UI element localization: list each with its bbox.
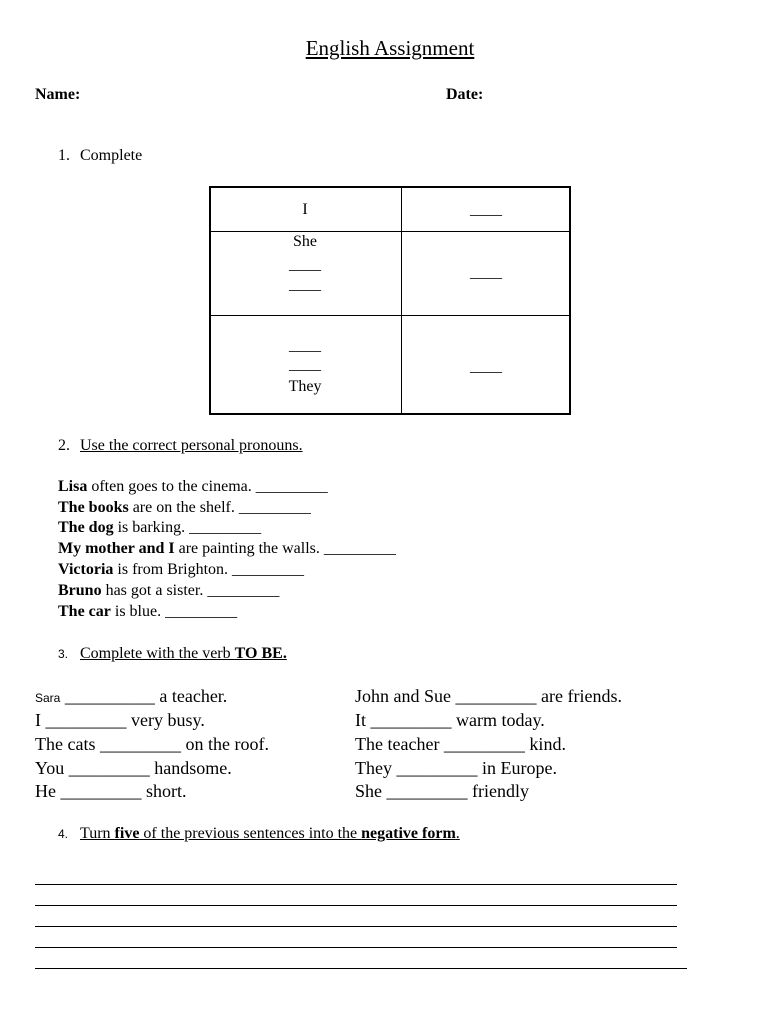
pronoun-table <box>209 186 571 415</box>
list-item: Victoria is from Brighton. _________ <box>58 561 305 578</box>
table-cell-blank: ____ <box>289 256 321 273</box>
list-item: He _________ short. <box>35 781 187 801</box>
list-item: The teacher _________ kind. <box>355 734 566 754</box>
table-cell-blank: ____ <box>289 356 321 373</box>
list-item: The books are on the shelf. _________ <box>58 499 311 516</box>
list-item: The car is blue. _________ <box>58 603 238 620</box>
section1-heading <box>58 147 142 165</box>
table-divider-row2 <box>211 315 569 316</box>
list-item: You _________ handsome. <box>35 758 232 778</box>
section1-number: 1. <box>58 147 70 164</box>
table-cell-blank: ____ <box>470 358 502 375</box>
table-cell-blank: ____ <box>470 264 502 281</box>
section3-heading <box>58 645 287 663</box>
section2-text: Use the correct personal pronouns. <box>80 437 303 454</box>
date-label: Date: <box>446 86 484 103</box>
table-divider-row1 <box>211 231 569 232</box>
answer-line <box>35 905 677 906</box>
list-item: She _________ friendly <box>355 781 529 801</box>
table-cell-blank: ____ <box>289 276 321 293</box>
section4-heading <box>58 825 460 843</box>
list-item: John and Sue _________ are friends. <box>355 686 622 706</box>
name-label: Name: <box>35 86 81 103</box>
list-item: Sara __________ a teacher. <box>35 686 228 706</box>
table-cell-blank: ____ <box>289 337 321 354</box>
answer-line <box>35 884 677 885</box>
table-cell-she: She <box>293 233 317 250</box>
list-item: It _________ warm today. <box>355 710 545 730</box>
list-item: I _________ very busy. <box>35 710 205 730</box>
list-item: Lisa often goes to the cinema. _________ <box>58 478 328 495</box>
section3-text: Complete with the verb TO BE. <box>80 645 287 662</box>
table-cell-i: I <box>302 201 308 218</box>
section4-number: 4. <box>58 827 69 841</box>
answer-line <box>35 968 687 969</box>
answer-line <box>35 947 677 948</box>
page-title: English Assignment <box>305 36 475 60</box>
list-item: Bruno has got a sister. _________ <box>58 582 280 599</box>
table-divider-vertical <box>401 188 402 413</box>
list-item: They _________ in Europe. <box>355 758 557 778</box>
list-item: My mother and I are painting the walls. _________ <box>58 540 396 557</box>
answer-line <box>35 926 677 927</box>
list-item: The cats _________ on the roof. <box>35 734 269 754</box>
table-cell-blank: ____ <box>470 201 502 218</box>
table-cell-they: They <box>288 378 322 395</box>
section2-heading <box>58 437 303 455</box>
list-item: The dog is barking. _________ <box>58 519 262 536</box>
section4-text: Turn five of the previous sentences into the negative form. <box>80 825 460 842</box>
section2-number: 2. <box>58 437 70 454</box>
section1-text: Complete <box>80 147 143 164</box>
section3-number: 3. <box>58 647 69 661</box>
